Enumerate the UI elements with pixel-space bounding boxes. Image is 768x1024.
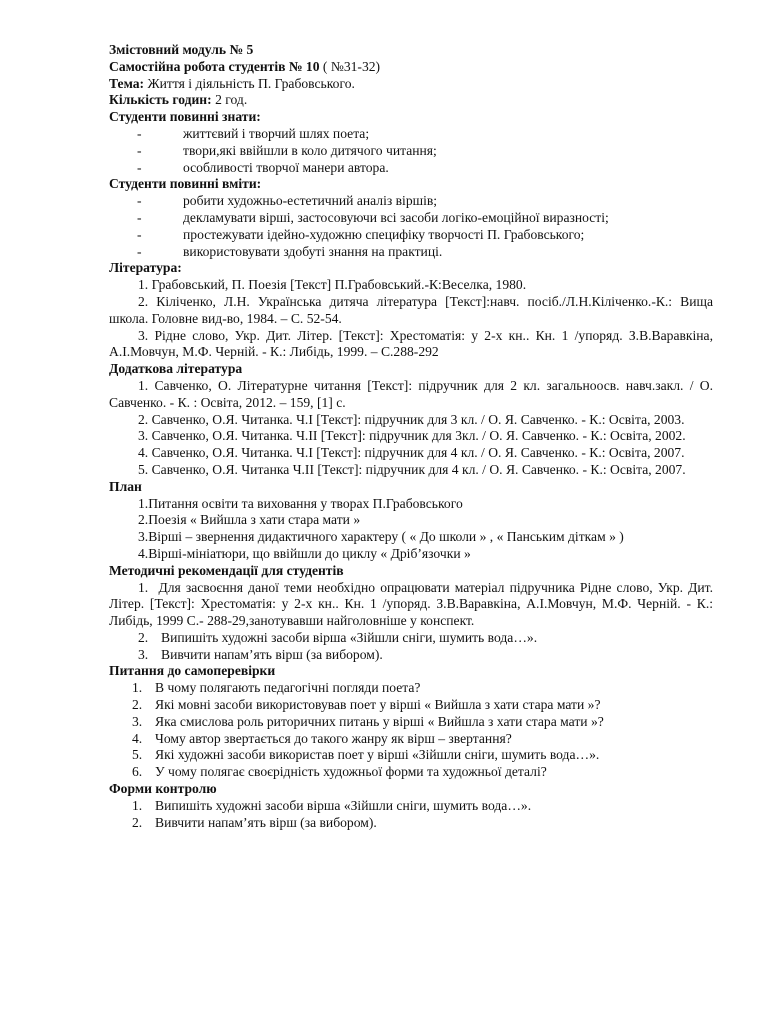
control-text: Вивчити напам’ять вірш (за вибором). bbox=[155, 814, 377, 830]
additional-literature-heading: Додаткова література bbox=[109, 361, 243, 377]
question-number: 3. bbox=[132, 713, 143, 729]
know-item bbox=[109, 126, 713, 143]
methods-item-number: 2. bbox=[138, 629, 149, 645]
control-heading: Форми контролю bbox=[109, 781, 217, 797]
additional-item-number: 5. bbox=[138, 461, 149, 477]
additional-item-text: Савченко, О.Я. Читанка. Ч.ІІ [Текст]: підручник для 3кл. / О. Я. Савченко. - К.: Освіта, 2002. bbox=[151, 428, 686, 444]
literature-heading: Література: bbox=[109, 260, 182, 276]
dash-marker: - bbox=[137, 226, 142, 242]
question-number: 6. bbox=[132, 764, 143, 780]
question-text: Яка смислова роль риторичних питань у вірші « Вийшла з хати стара мати »? bbox=[155, 713, 604, 729]
know-item bbox=[109, 143, 713, 160]
literature-item-text: Кіліченко, Л.Н. Українська дитяча література [Текст]:навч. посіб./Л.Н.Кіліченко.-К.: Вища школа. Головне вид-во, 1984. – С. 52-54. bbox=[109, 293, 713, 326]
additional-literature-item bbox=[109, 378, 713, 412]
control-number: 1. bbox=[132, 797, 143, 813]
methods-item bbox=[109, 630, 713, 647]
additional-item-text: Савченко, О.Я. Читанка Ч.ІІ [Текст]: підручник для 4 кл. / О. Я. Савченко. - К.: Освіта, 2007. bbox=[151, 461, 686, 477]
question-item bbox=[109, 764, 713, 781]
methods-item bbox=[109, 580, 713, 630]
literature-item-text: Грабовський, П. Поезія [Текст] П.Грабовський.-К:Веселка, 1980. bbox=[151, 277, 527, 293]
question-text: Які мовні засоби використовував поет у вірші « Вийшла з хати стара мати »? bbox=[155, 697, 601, 713]
questions-heading: Питання до самоперевірки bbox=[109, 663, 276, 679]
additional-literature-item bbox=[109, 462, 713, 479]
question-text: У чому полягає своєрідність художньої форми та художньої деталі? bbox=[155, 764, 547, 780]
question-number: 5. bbox=[132, 747, 143, 763]
skills-item bbox=[109, 227, 713, 244]
question-text: В чому полягають педагогічні погляди поета? bbox=[155, 680, 421, 696]
work-label: Самостійна робота студентів № 10 bbox=[109, 58, 320, 74]
know-item-text: життєвий і творчий шлях поета; bbox=[183, 125, 370, 141]
topic-label: Тема: bbox=[109, 75, 145, 91]
know-item bbox=[109, 160, 713, 177]
know-heading: Студенти повинні знати: bbox=[109, 109, 261, 125]
skills-item-text: робити художньо-естетичний аналіз віршів; bbox=[183, 193, 438, 209]
control-item bbox=[109, 815, 713, 832]
control-item bbox=[109, 798, 713, 815]
question-item bbox=[109, 747, 713, 764]
plan-item: 4.Вірші-мініатюри, що ввійшли до циклу « Дріб’язочки » bbox=[138, 545, 471, 561]
plan-item: 2.Поезія « Вийшла з хати стара мати » bbox=[138, 512, 361, 528]
additional-item-number: 1. bbox=[138, 377, 149, 393]
skills-heading: Студенти повинні вміти: bbox=[109, 176, 262, 192]
question-item bbox=[109, 714, 713, 731]
plan-item: 1.Питання освіти та виховання у творах П.Грабовського bbox=[138, 495, 463, 511]
skills-item-text: декламувати вірші, застосовуючи всі засоби логіко-емоційної виразності; bbox=[183, 209, 609, 225]
plan-item: 3.Вірші – звернення дидактичного характеру ( « До школи » , « Панським діткам » ) bbox=[138, 529, 624, 545]
methods-item-text: Вивчити напам’ять вірш (за вибором). bbox=[161, 646, 383, 662]
question-text: Чому автор звертається до такого жанру як вірш – звертання? bbox=[155, 730, 512, 746]
dash-marker: - bbox=[137, 159, 142, 175]
skills-item-text: простежувати ідейно-художню специфіку творчості П. Грабовського; bbox=[183, 226, 585, 242]
additional-item-text: Савченко, О. Літературне читання [Текст]: підручник для 2 кл. загальноосв. навч.закл. / О. Савченко. - К. : Освіта, 2012. – 159, [1] с. bbox=[109, 377, 713, 410]
additional-item-text: Савченко, О.Я. Читанка. Ч.І [Текст]: підручник для 3 кл. / О. Я. Савченко. - К.: Освіта, 2003. bbox=[151, 411, 685, 427]
question-number: 2. bbox=[132, 697, 143, 713]
hours-label: Кількість годин: bbox=[109, 92, 212, 108]
methods-item-text: Для засвоєння даної теми необхідно опрацювати матеріал підручника Рідне слово, Укр. Дит. Літер. [Текст]: Хрестоматія: у 2-х кн.. Кн. 1 /упоряд. З.В.Варавкіна, А.І.Мовчун, М.Ф. Черній. - К.: Либідь, 1999 С.- 288-29,занотувавши найголовніше у конспект. bbox=[109, 579, 714, 629]
document-page bbox=[109, 42, 713, 831]
dash-marker: - bbox=[137, 193, 142, 209]
additional-item-number: 4. bbox=[138, 445, 149, 461]
dash-marker: - bbox=[137, 243, 142, 259]
additional-literature-item bbox=[109, 428, 713, 445]
literature-item bbox=[109, 328, 713, 362]
methods-item bbox=[109, 647, 713, 664]
dash-marker: - bbox=[137, 125, 142, 141]
literature-item bbox=[109, 294, 713, 328]
question-item bbox=[109, 680, 713, 697]
control-text: Випишіть художні засоби вірша «Зійшли сніги, шумить вода…». bbox=[155, 797, 532, 813]
skills-item bbox=[109, 210, 713, 227]
methods-item-text: Випишіть художні засоби вірша «Зійшли сніги, шумить вода…». bbox=[161, 629, 538, 645]
literature-item-number: 3. bbox=[138, 327, 149, 343]
additional-literature-item bbox=[109, 445, 713, 462]
question-number: 1. bbox=[132, 680, 143, 696]
literature-item-number: 2. bbox=[138, 293, 149, 309]
literature-item-number: 1. bbox=[138, 277, 149, 293]
work-line bbox=[109, 59, 713, 76]
question-item bbox=[109, 697, 713, 714]
know-item-text: особливості творчої манери автора. bbox=[183, 159, 389, 175]
methods-heading: Методичні рекомендації для студентів bbox=[109, 562, 344, 578]
hours-value: 2 год. bbox=[211, 92, 248, 108]
module-title: Змістовний модуль № 5 bbox=[109, 42, 254, 57]
additional-item-number: 2. bbox=[138, 411, 149, 427]
skills-item-text: використовувати здобуті знання на практиці. bbox=[183, 243, 443, 259]
question-number: 4. bbox=[132, 730, 143, 746]
additional-item-number: 3. bbox=[138, 428, 149, 444]
control-number: 2. bbox=[132, 814, 143, 830]
question-text: Які художні засоби використав поет у вірші «Зійшли сніги, шумить вода…». bbox=[155, 747, 600, 763]
topic-line bbox=[109, 76, 713, 93]
dash-marker: - bbox=[137, 142, 142, 158]
literature-item-text: Рідне слово, Укр. Дит. Літер. [Текст]: Хрестоматія: у 2-х кн.. Кн. 1 /упоряд. З.В.Варавкіна, А.І.Мовчун, М.Ф. Черній. - К.: Либідь, 1999. – С.288-292 bbox=[109, 327, 713, 360]
skills-item bbox=[109, 244, 713, 261]
literature-item bbox=[109, 277, 713, 294]
plan-heading: План bbox=[109, 478, 142, 494]
skills-item bbox=[109, 193, 713, 210]
additional-item-text: Савченко, О.Я. Читанка. Ч.І [Текст]: підручник для 4 кл. / О. Я. Савченко. - К.: Освіта, 2007. bbox=[151, 445, 685, 461]
methods-item-number: 1. bbox=[138, 579, 149, 595]
topic-value: Життя і діяльність П. Грабовського. bbox=[144, 75, 355, 91]
question-item bbox=[109, 731, 713, 748]
hours-line bbox=[109, 92, 713, 109]
methods-item-number: 3. bbox=[138, 646, 149, 662]
dash-marker: - bbox=[137, 209, 142, 225]
additional-literature-item bbox=[109, 412, 713, 429]
work-number-range: ( №31-32) bbox=[319, 58, 381, 74]
know-item-text: твори,які ввійшли в коло дитячого читання; bbox=[183, 142, 437, 158]
